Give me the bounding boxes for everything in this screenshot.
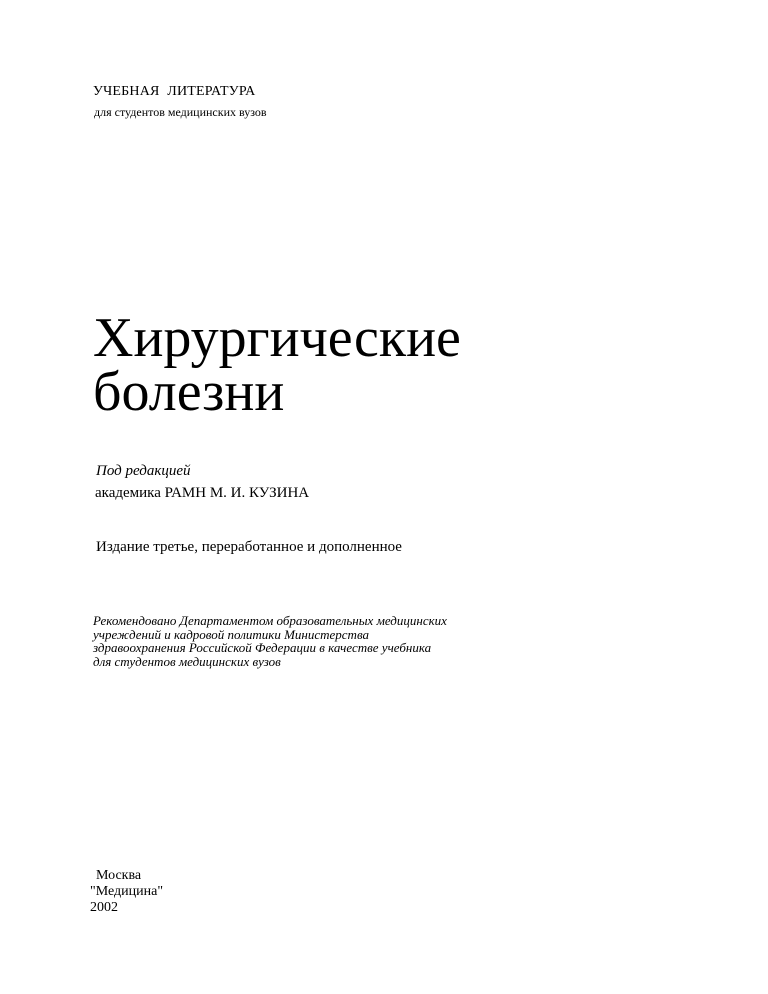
series-title: УЧЕБНАЯ ЛИТЕРАТУРА <box>93 84 256 99</box>
recommendation-line: для студентов медицинских вузов <box>93 653 281 669</box>
imprint-city: Москва <box>96 868 142 883</box>
series-subtitle: для студентов медицинских вузов <box>94 105 267 119</box>
recommendation-line: здравоохранения Российской Федерации в качестве учебника <box>93 640 432 655</box>
book-title-line: Хирургические <box>93 307 461 369</box>
imprint-publisher: "Медицина" <box>90 884 164 899</box>
edition-note: Издание третье, переработанное и дополненное <box>96 539 402 555</box>
editor-label: Под редакцией <box>96 463 191 479</box>
imprint-year: 2002 <box>90 900 118 915</box>
book-title <box>93 307 461 423</box>
recommendation-line: учреждений и кадровой политики Министерства <box>93 626 370 642</box>
recommendation-line: Рекомендовано Департаментом образовательных медицинских <box>93 613 447 628</box>
imprint <box>90 868 163 916</box>
book-title-line: болезни <box>93 361 285 423</box>
editor-name: академика РАМН М. И. КУЗИНА <box>95 485 310 501</box>
recommendation-note <box>93 614 447 668</box>
